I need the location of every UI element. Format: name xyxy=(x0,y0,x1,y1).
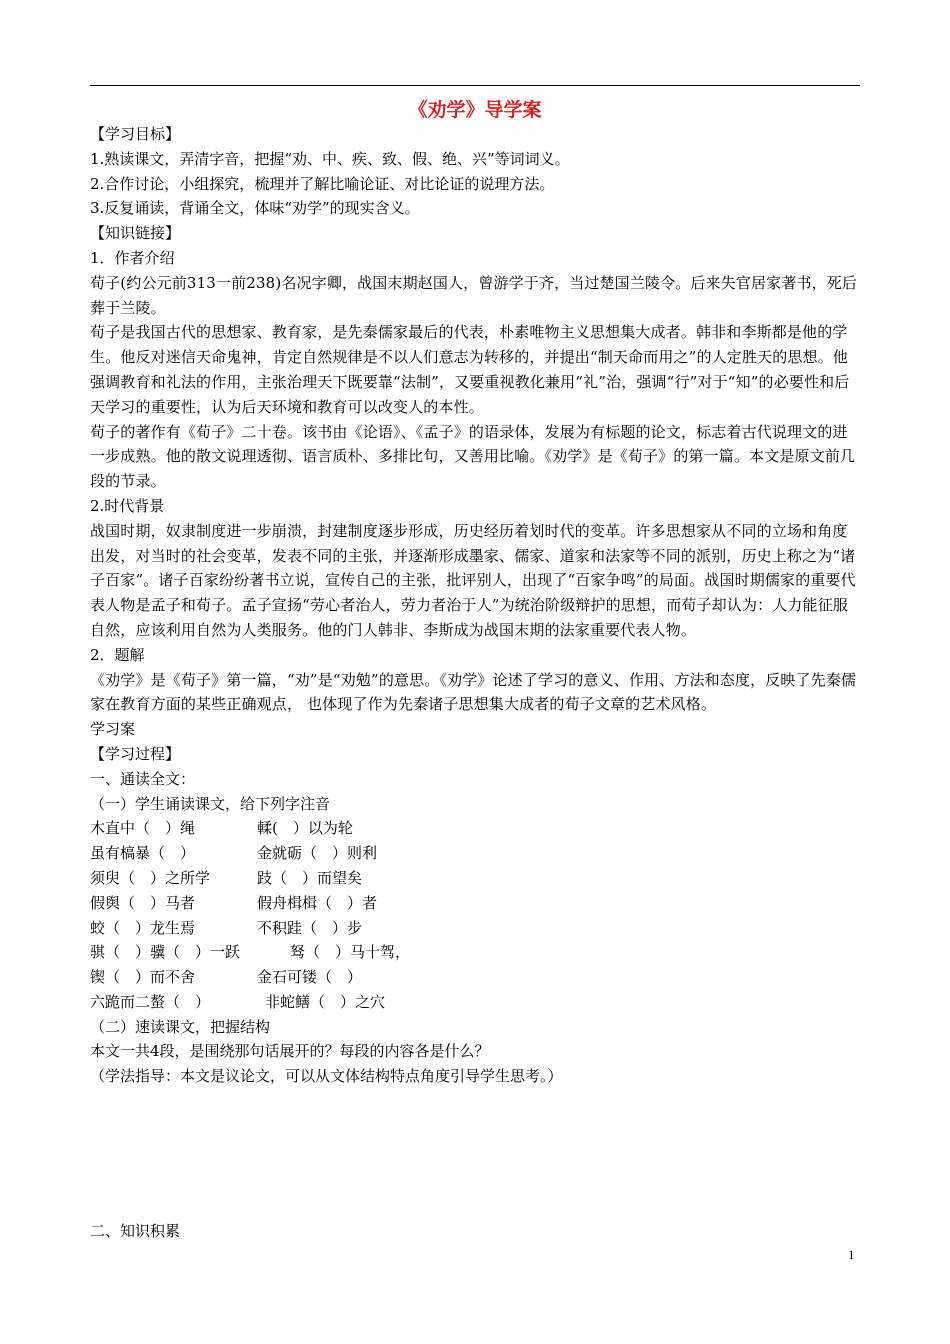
objective-item-1: 1.熟读课文，弄清字音，把握“劝、中、疾、致、假、绝、兴”等词词义。 xyxy=(90,149,570,168)
grid-cell: 驽（ ）马十驾， xyxy=(290,943,411,962)
grid-cell: 蛟（ ）龙生焉 xyxy=(90,918,196,937)
grid-cell: 骐（ ）骥（ ）一跃 xyxy=(90,943,241,962)
grid-cell: 虽有槁暴（ ） xyxy=(90,844,196,863)
page-number: 1 xyxy=(848,1247,855,1262)
background-paragraph: 战国时期，奴隶制度进一步崩溃，封建制度逐步形成，历史经历着划时代的变革。许多思想家从不同的立场和角度出发，对当时的社会变革，发表不同的主张，并逐渐形成墨家、儒家、道家和法家等不同的派别，历史上称之为“诸子百家”。诸子百家纷纷著书立说，宣传自己的主张，批评别人，出现了“百家争鸣”的局面。战国时期儒家的重要代表人物是孟子和荀子。孟子宣扬“劳心者治人，劳力者治于人”为统治阶级辩护的思想，而荀子却认为：人力能征服自然，应该利用自然为人类服务。他的门人韩非、李斯成为战国末期的法家重要代表人物。 xyxy=(90,521,856,639)
grid-cell: 金就砺（ ）则利 xyxy=(257,844,378,863)
grid-cell: 须臾（ ）之所学 xyxy=(90,868,211,887)
pronunciation-grid xyxy=(90,816,860,1014)
grid-cell: 六跪而二螯（ ） xyxy=(90,992,211,1011)
grid-row xyxy=(90,916,860,941)
grid-row xyxy=(90,841,860,866)
grid-cell: 跂（ ）而望矣 xyxy=(257,868,363,887)
grid-cell: 假舆（ ）马者 xyxy=(90,893,196,912)
grid-cell: 锲（ ）而不舍 xyxy=(90,968,196,987)
page-title: 《劝学》导学案 xyxy=(408,99,542,121)
grid-cell: 金石可镂（ ） xyxy=(257,968,363,987)
background-heading: 2.时代背景 xyxy=(90,496,165,515)
structure-question: 本文一共4段，是围绕那句话展开的？每段的内容各是什么？ xyxy=(90,1042,490,1061)
title-explanation-paragraph: 《劝学》是《荀子》第一篇，“劝”是“劝勉”的意思。《劝学》论述了学习的意义、作用、方法和态度，反映了先秦儒家在教育方面的某些正确观点， 也体现了作为先秦诸子思想集大成者的荀子文章的艺术风格。 xyxy=(90,670,857,714)
grid-row xyxy=(90,866,860,891)
process-heading: 【学习过程】 xyxy=(90,744,181,763)
sub2-heading: （二）速读课文，把握结构 xyxy=(90,1017,271,1036)
header-rule xyxy=(90,85,860,86)
grid-cell: 假舟楫楫（ ）者 xyxy=(257,893,378,912)
grid-row xyxy=(90,891,860,916)
author-paragraph-2: 荀子是我国古代的思想家、教育家，是先秦儒家最后的代表，朴素唯物主义思想集大成者。韩非和李斯都是他的学生。他反对迷信天命鬼神，肯定自然规律是不以人们意志为转移的，并提出“制天命而用之”的人定胜天的思想。他强调教育和礼法的作用，主张治理天下既要靠“法制”，又要重视教化兼用“礼”治，强调“行”对于“知”的必要性和后天学习的重要性，认为后天环境和教育可以改变人的本性。 xyxy=(90,323,850,416)
grid-cell: 木直中（ ）绳 xyxy=(90,819,196,838)
author-paragraph-3: 荀子的著作有《荀子》二十卷。该书由《论语》、《孟子》的语录体，发展为有标题的论文，标志着古代说理文的进一步成熟。他的散文说理透彻、语言质朴、多排比句，又善用比喻。《劝学》是《荀子》的第一篇。本文是原文前几段的节录。 xyxy=(90,422,856,491)
author-paragraph-1: 荀子(约公元前313一前238)名况字卿，战国末期赵国人，曾游学于齐，当过楚国兰陵令。后来失官居家著书，死后葬于兰陵。 xyxy=(90,273,858,317)
objective-item-2: 2.合作讨论，小组探究，梳理并了解比喻论证、对比论证的说理方法。 xyxy=(90,174,555,193)
document-body xyxy=(90,122,860,1089)
part2-heading: 二、知识积累 xyxy=(90,1222,181,1240)
grid-row xyxy=(90,990,860,1015)
sub1-heading: （一）学生诵读课文，给下列字注音 xyxy=(90,794,331,813)
grid-cell: 非蛇鳝（ ）之穴 xyxy=(265,992,386,1011)
grid-row xyxy=(90,965,860,990)
objective-item-3: 3.反复诵读，背诵全文，体味“劝学”的现实含义。 xyxy=(90,199,420,218)
grid-row xyxy=(90,816,860,841)
study-label: 学习案 xyxy=(90,720,136,739)
author-heading: 1．作者介绍 xyxy=(90,248,175,267)
knowledge-heading: 【知识链接】 xyxy=(90,224,181,243)
grid-row xyxy=(90,940,860,965)
part1-heading: 一、通读全文： xyxy=(90,769,196,788)
grid-cell: 輮( ）以为轮 xyxy=(257,819,353,838)
objectives-heading: 【学习目标】 xyxy=(90,125,181,143)
title-explanation-heading: 2．题解 xyxy=(90,645,145,664)
grid-cell: 不积跬（ ）步 xyxy=(257,918,363,937)
study-hint: （学法指导：本文是议论文，可以从文体结构特点角度引导学生思考。） xyxy=(90,1067,563,1086)
